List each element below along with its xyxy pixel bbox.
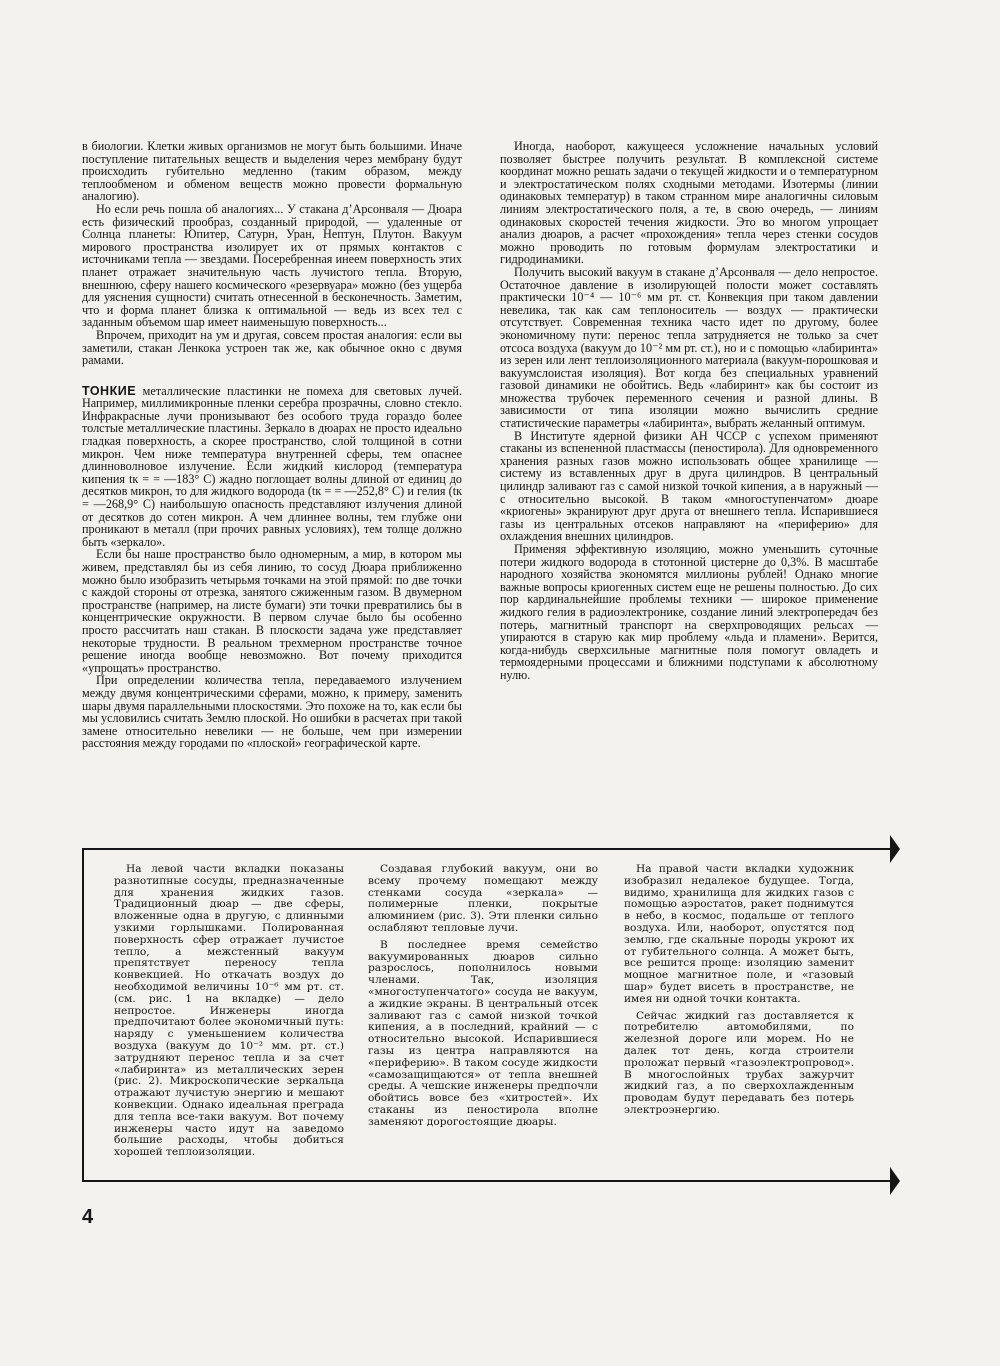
caption-paragraph: На правой части вкладки художник изобразил недалекое будущее. Тогда, видимо, хранилища для жидких газов с помощью аэростатов, ракет поднимутся в небо, в космос, подальше от теплого воздуха. Или, наоборот, опустятся под землю, где скальные породы укроют их от губительного солнца. А может быть, все решится проще: изоляцию заменит мощное магнитное поле, и «газовый шар» будет висеть в пространстве, не имея ни одной точки контакта.: [624, 863, 854, 1005]
left-text-column: [82, 140, 462, 750]
page-number: 4: [82, 1206, 94, 1228]
caption-paragraph: Создавая глубокий вакуум, они во всему прочему помещают между стенками сосуда «зеркала» — полимерные пленки, покрытые алюминием (рис. 3). Эти пленки сильно ослабляют тепловые лучи.: [368, 863, 598, 934]
paragraph: Применяя эффективную изоляцию, можно уменьшить суточные потери жидкого водорода в стотонной цистерне до 0,3%. В масштабе народного хозяйства экономятся миллионы рублей! Однако многие важные вопросы криогенных систем еще не решены полностью. До сих пор кардинальнейшие проблемы техники — широкое применение жидкого гелия в радиоэлектронике, создание линий электропередач без потерь, магнитный транспорт на сверхпроводящих рельсах — упираются в старую как мир проблему «льда и пламени». Верится, когда-нибудь сверхсильные магнитные поля помогут овладеть и термоядерными процессами и ближними подступами к абсолютному нулю.: [500, 542, 878, 682]
caption-column-2: [368, 864, 598, 1134]
paragraph: В Институте ядерной физики АН ЧССР с успехом применяют стаканы из вспененной пластмассы (пеностирола). Для одновременного хранения разных газов можно использовать общее хранилище — систему из вставленных друг в друга цилиндров. В центральный цилиндр заливают газ с самой низкой точкой кипения, а в наружный — с относительно высокой. В таком «многоступенчатом» дюаре «криогены» экранируют друг друга от внешнего тепла. Испарившиеся газы из центральных отсеков направляют на «периферию» для охлаждения внешних цилиндров.: [500, 428, 878, 544]
caption-box: [82, 848, 890, 1182]
arrow-right-icon: [890, 835, 900, 863]
caption-paragraph: На левой части вкладки показаны разнотипные сосуды, предназначенные для хранения жидких газов. Традиционный дюар — две сферы, вложенные одна в другую, с длинными узкими горлышками. Полированная поверхность сфер отражает лучистое тепло, а межстенный вакуум препятствует переносу тепла конвекцией. Но откачать воздух до необходимой величины 10⁻⁶ мм рт. ст. (см. рис. 1 на вкладке) — дело непростое. Инженеры иногда предпочитают более экономичный путь: наряду с уменьшением количества воздуха (вакуум до 10⁻² мм. рт. ст.) затрудняют перенос тепла и за счет «лабиринта» из металлических зерен (рис. 2). Микроскопические зеркальца отражают лучистую энергию и мешают конвекции. Однако идеальная преграда для тепла все-таки вакуум. Вот почему инженеры часто идут на заведомо большие расходы, чтобы добиться хорошей теплоизоляции.: [114, 863, 344, 1159]
paragraph-lead: [82, 385, 462, 549]
paragraph-body: металлические пластинки не помеха для световых лучей. Например, миллимикронные пленки серебра прозрачны, словно стекло. Инфракрасные лучи пронизывают без особого труда гораздо более толстые металлические пластины. Зеркало в дюарах не просто идеально гладкая поверхность, а скорее пространство, слой толщиной в сотни микрон. Чем ниже температура внутренней сферы, тем опаснее длинноволновое излучение. Если жидкий кислород (температура кипения tк = = —183° С) жадно поглощает волны длиной от единиц до десятков микрон, то для жидкого водорода (tк = = —252,8° С) и гелия (tк = —268,9° С) наибольшую опасность представляют излучения длиной от десятков до сотен микрон. А чем длиннее волны, тем глубже они проникают в металл (при прочих равных условиях), тем толще должно быть «зеркало».: [82, 383, 462, 549]
right-text-column: [500, 140, 878, 682]
paragraph: Иногда, наоборот, кажущееся усложнение начальных условий позволяет быстрее получить результат. В комплексной системе координат можно решать задачи о текущей жидкости и о температурном и электростатическом полях сходными методами. Изотермы (линии одинаковых температур) в таком странном мире аналогичны силовым линиям электростатического поля, а те, в свою очередь, — линиям одинаковых скоростей течения жидкости. Это во многом упрощает анализ дюаров, а расчет «прохождения» тепла через стенки сосудов можно проводить по готовым формулам электростатики и гидродинамики.: [500, 139, 878, 267]
paragraph: При определении количества тепла, передаваемого излучением между двумя концентрическими сферами, можно, к примеру, заменить шары двумя параллельными плоскостями. Это похоже на то, как если бы мы условились считать Землю плоской. Но ошибки в расчетах при такой замене относительно невелики — не больше, чем при измерении расстояния между городами по «плоской» географической карте.: [82, 673, 462, 751]
arrow-right-icon: [890, 1167, 900, 1195]
lead-word: ТОНКИЕ: [82, 383, 137, 398]
paragraph: Если бы наше пространство было одномерным, а мир, в котором мы живем, представлял бы из себя линию, то сосуд Дюара приближенно можно было изобразить четырьмя точками на этой прямой: по две точки с каждой стороны от отрезка, занятого сжиженным газом. В двумерном пространстве (например, на листе бумаги) эти точки превратились бы в концентрические окружности. В первом случае было бы особенно просто рассчитать наш стакан. В плоскости задача уже представляет некоторые трудности. В реальном трехмерном пространстве точное решение иногда вообще невозможно. Вот почему приходится «упрощать» пространство.: [82, 547, 462, 675]
paragraph: Впрочем, приходит на ум и другая, совсем простая аналогия: если вы заметили, стакан Ленкока устроен так же, как обычное окно с двумя рамами.: [82, 327, 462, 368]
caption-paragraph: Сейчас жидкий газ доставляется к потребителю автомобилями, по железной дороге или морем. Но не далек тот день, когда строители проложат первый «газоэлектропровод». В многослойных трубах зажурчит жидкий газ, а по сверхохлажденным проводам будут передавать без потерь электроэнергию.: [624, 1009, 854, 1116]
caption-column-3: [624, 864, 854, 1122]
paragraph: Получить высокий вакуум в стакане д’Арсонваля — дело непростое. Остаточное давление в изолирующей полости может составлять практически 10⁻⁴ — 10⁻⁶ мм рт. ст. Конвекция при таком давлении невелика, так как сам теплоноситель — воздух — практически отсутствует. Современная техника часто идет по другому, более экономичному пути: перенос тепла затрудняется не только за счет отсоса воздуха (вакуум до 10⁻² мм рт. ст.), но и с помощью «лабиринта» из зерен или лент теплоизоляционного материала (вакуум-порошковая и вакуумслоистая изоляция). Вот когда без специальных уравнений газовой динамики не обойтись. Ведь «лабиринт» как бы состоит из множества трубочек переменного сечения и разной длины. В зависимости от типа изоляции можно вычислить средние статистические параметры «лабиринта», выбрать желанный оптимум.: [500, 264, 878, 431]
paragraph: Но если речь пошла об аналогиях... У стакана д’Арсонваля — Дюара есть физический прообраз, созданный природой, — удаленные от Солнца планеты: Юпитер, Сатурн, Уран, Нептун, Плутон. Вакуум мирового пространства изолирует их от прямых контактов с источниками тепла — звездами. Посеребренная инеем поверхность этих планет отражает значительную часть лучистого тепла. Вторую, внешнюю, сферу нашего космического «резервуара» можно (без ущерба для уяснения сущности) считать отнесенной в бесконечность. Заметим, что и форма планет близка к оптимальной — ведь из всех тел с заданным объемом шар имеет наименьшую поверхность...: [82, 201, 462, 330]
caption-column-1: [114, 864, 344, 1164]
paragraph: в биологии. Клетки живых организмов не могут быть большими. Иначе поступление питательных веществ и выделения через мембрану будут происходить губительно медленно (таким образом, между теплообменом и обменом веществ можно провести формальную аналогию).: [82, 139, 462, 204]
caption-paragraph: В последнее время семейство вакуумированных дюаров сильно разрослось, пополнилось новыми членами. Так, изоляция «многоступенчатого» сосуда не вакуум, а жидкие экраны. В центральный отсек заливают газ с самой низкой точкой кипения, а в последний, крайний — с относительно высокой. Испарившиеся газы из центра направляются на «периферию». В таком сосуде жидкости «самозащищаются» от тепла внешней среды. А чешские инженеры предпочли обойтись вовсе без «хитростей». Их стаканы из пеностирола вполне заменяют дорогостоящие дюары.: [368, 938, 598, 1128]
